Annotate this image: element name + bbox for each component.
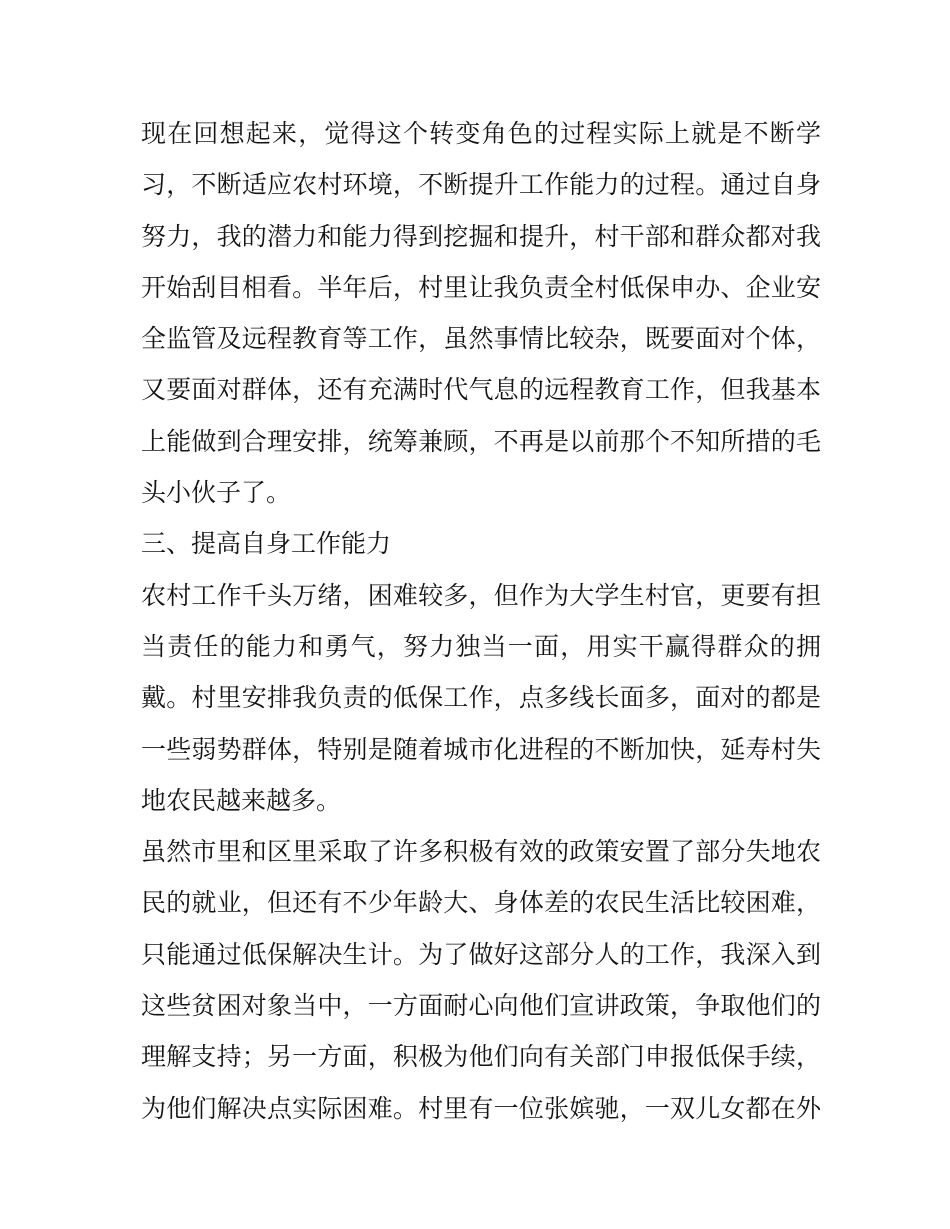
text-line: 农村工作千头万绪，困难较多，但作为大学生村官，更要有担 (141, 580, 821, 610)
text-line: 理解支持；另一方面，积极为他们向有关部门申报低保手续， (141, 1042, 821, 1072)
text-line: 现在回想起来，觉得这个转变角色的过程实际上就是不断学 (141, 119, 821, 148)
text-line: 开始刮目相看。半年后，村里让我负责全村低保申办、企业安 (141, 272, 821, 302)
text-line: 这些贫困对象当中，一方面耐心向他们宣讲政策，争取他们的 (141, 991, 821, 1021)
text-line: 一些弱势群体，特别是随着城市化进程的不断加快，延寿村失 (141, 734, 821, 764)
text-line: 只能通过低保解决生计。为了做好这部分人的工作，我深入到 (141, 939, 821, 969)
text-line: 戴。村里安排我负责的低保工作，点多线长面多，面对的都是 (141, 683, 821, 713)
text-line: 虽然市里和区里采取了许多积极有效的政策安置了部分失地农 (141, 837, 821, 867)
text-line: 为他们解决点实际困难。村里有一位张嫔驰，一双儿女都在外 (141, 1093, 821, 1123)
text-line: 头小伙子了。 (141, 478, 292, 508)
section-heading: 三、提高自身工作能力 (141, 529, 392, 559)
text-line: 当责任的能力和勇气，努力独当一面，用实干赢得群众的拥 (141, 631, 821, 661)
text-line: 上能做到合理安排，统筹兼顾，不再是以前那个不知所措的毛 (141, 426, 821, 456)
text-line: 民的就业，但还有不少年龄大、身体差的农民生活比较困难， (141, 888, 821, 918)
text-line: 地农民越来越多。 (141, 785, 342, 815)
text-line: 习，不断适应农村环境，不断提升工作能力的过程。通过自身 (141, 170, 821, 200)
text-line: 努力，我的潜力和能力得到挖掘和提升，村干部和群众都对我 (141, 221, 821, 251)
text-line: 又要面对群体，还有充满时代气息的远程教育工作，但我基本 (141, 375, 821, 405)
body-text (141, 108, 821, 1134)
text-line: 全监管及远程教育等工作，虽然事情比较杂，既要面对个体， (141, 324, 821, 354)
